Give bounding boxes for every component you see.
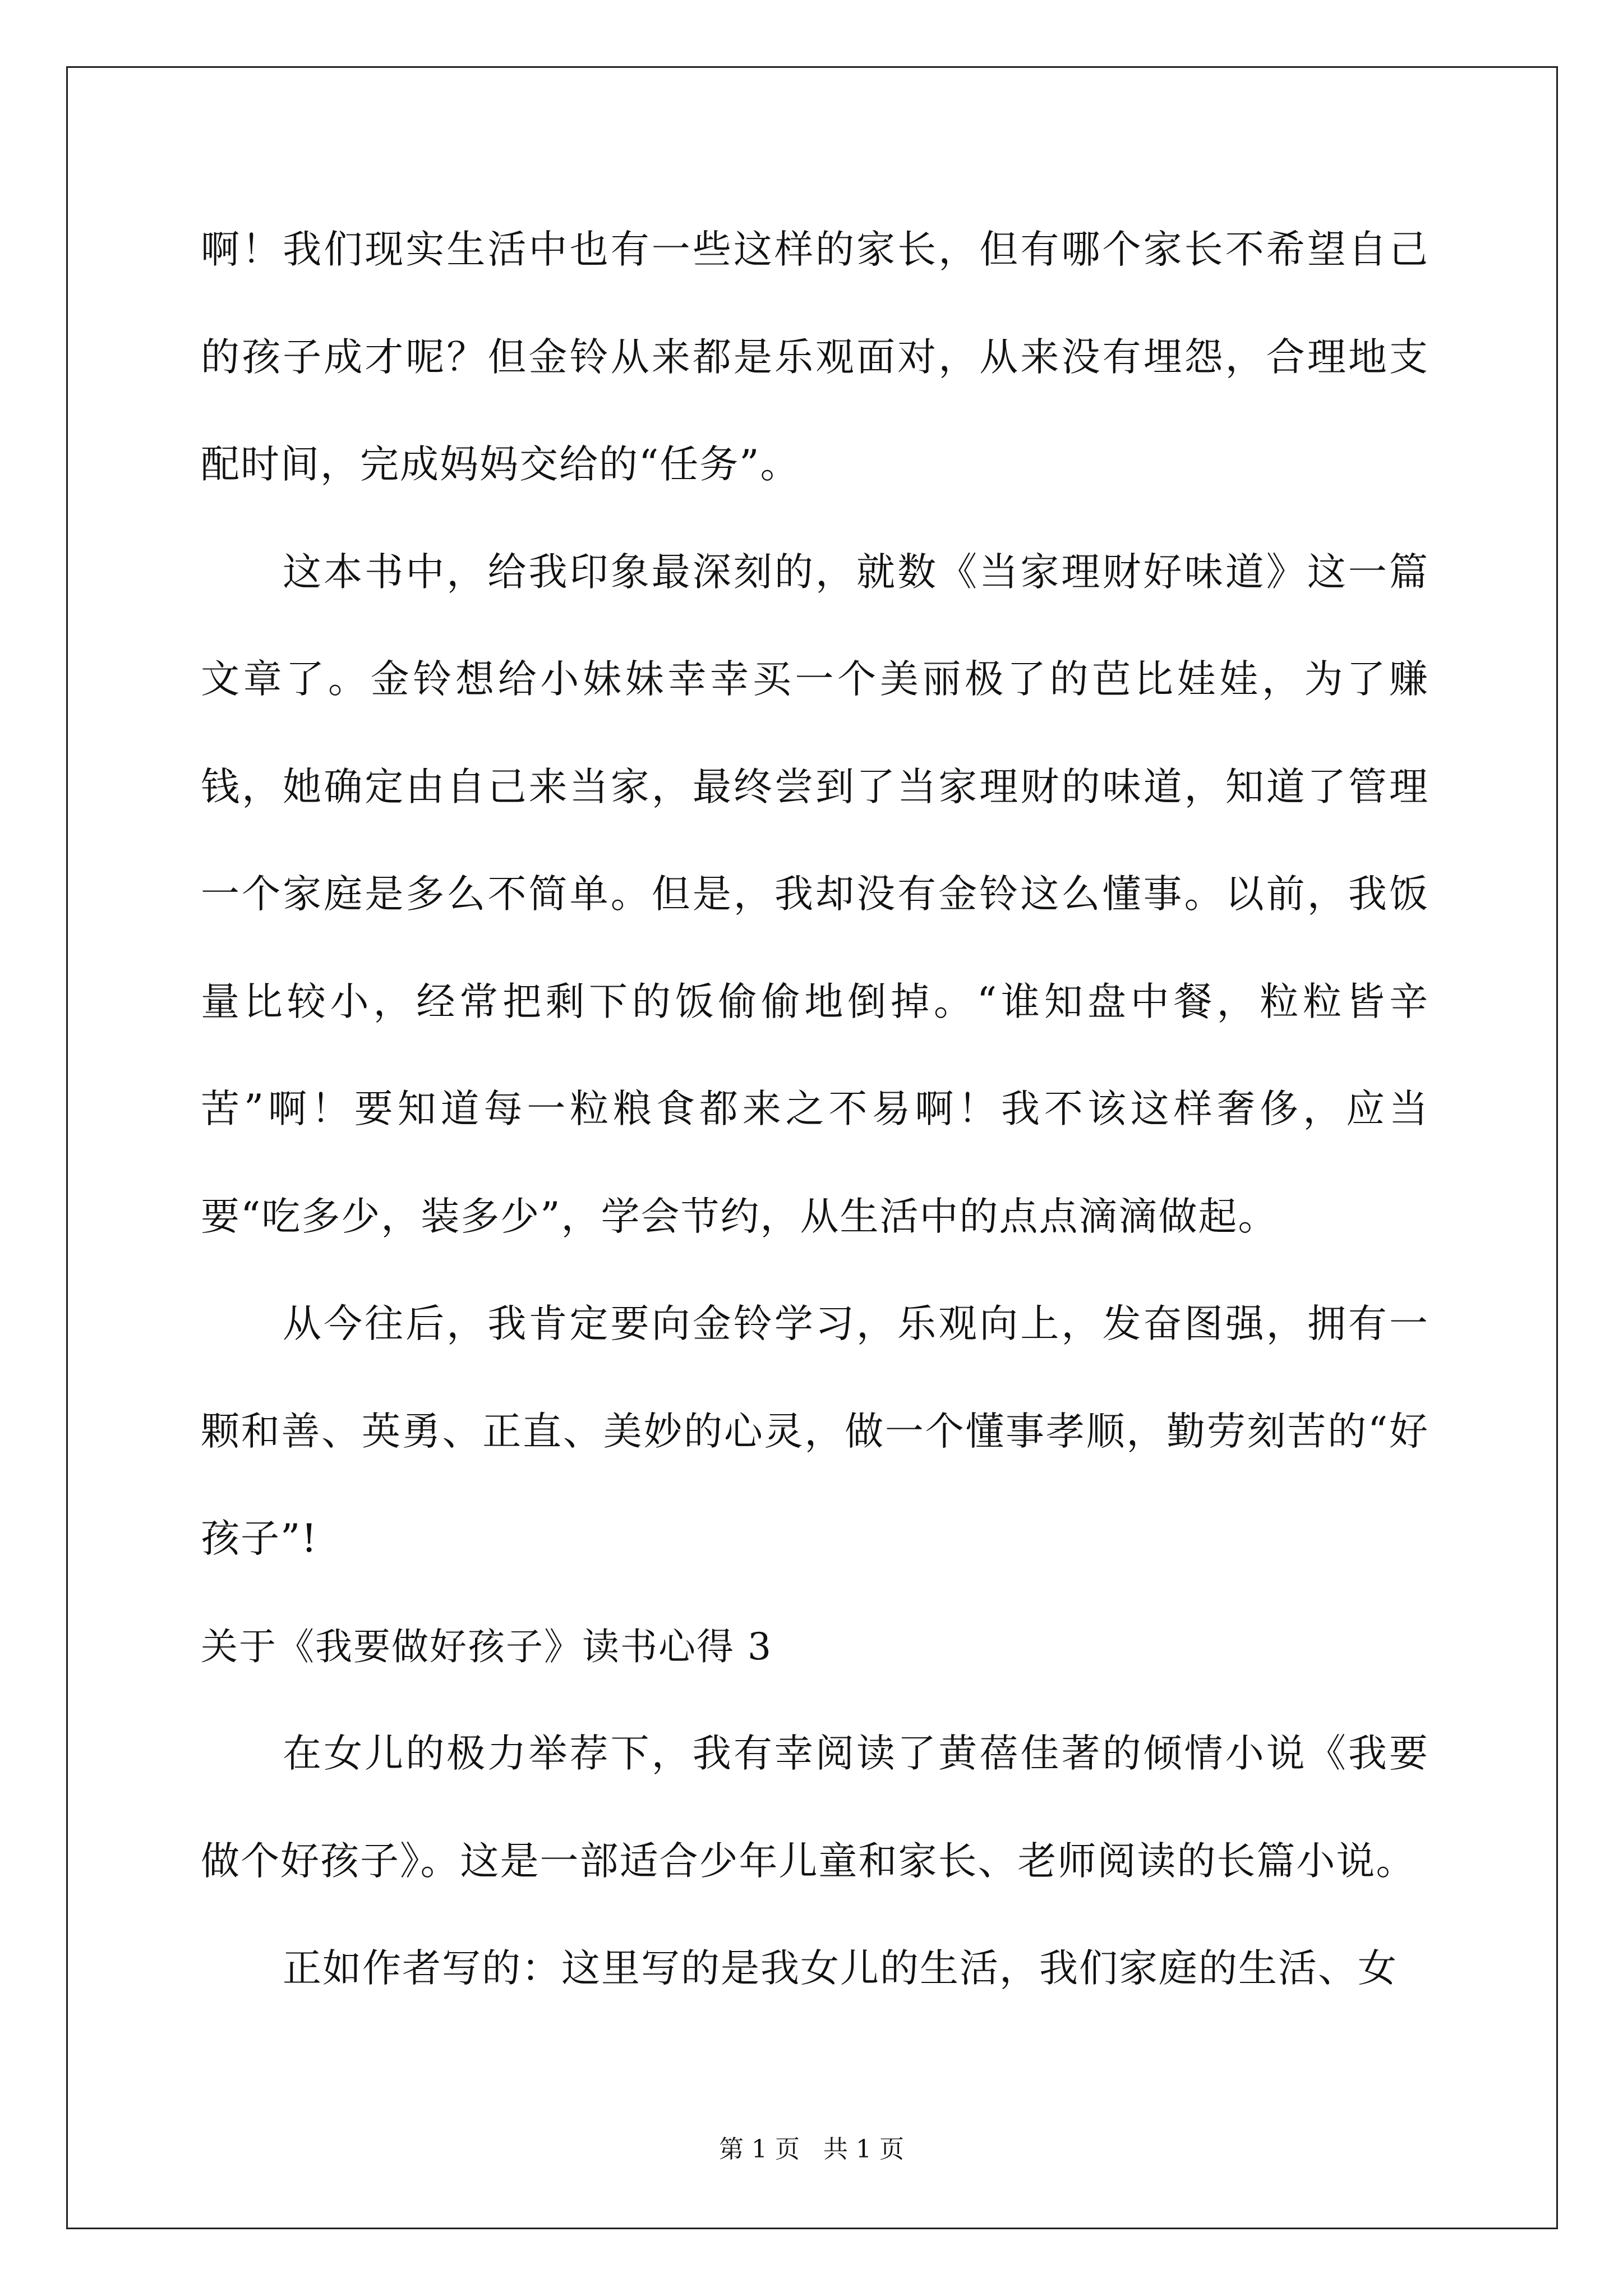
page-total: 共 1 页: [823, 2135, 904, 2164]
section-heading: 关于《我要做好孩子》读书心得 3: [201, 1625, 772, 1668]
document-body: [201, 196, 1429, 2023]
paragraph-2: 这本书中，给我印象最深刻的，就数《当家理财好味道》这一篇文章了。金铃想给小妹妹幸幸买一个美丽极了的芭比娃娃，为了赚钱，她确定由自己来当家，最终尝到了当家理财的味道，知道了管理一个家庭是多么不简单。但是，我却没有金铃这么懂事。以前，我饭量比较小，经常把剩下的饭偷偷地倒掉。“谁知盘中餐，粒粒皆辛苦”啊！要知道每一粒粮食都来之不易啊！我不该这样奢侈，应当要“吃多少，装多少”，学会节约，从生活中的点点滴滴做起。: [201, 549, 1429, 1239]
paragraph-3: 从今往后，我肯定要向金铃学习，乐观向上，发奋图强，拥有一颗和善、英勇、正直、美妙的心灵，做一个懂事孝顺，勤劳刻苦的“好孩子”!: [201, 1301, 1429, 1561]
page-footer: [0, 2129, 1623, 2165]
paragraph-4: 在女儿的极力举荐下，我有幸阅读了黄蓓佳著的倾情小说《我要做个好孩子》。这是一部适合少年儿童和家长、老师阅读的长篇小说。: [201, 1731, 1429, 1884]
paragraph-5: 正如作者写的：这里写的是我女儿的生活，我们家庭的生活、女: [283, 1946, 1398, 1991]
paragraph-1: 啊！我们现实生活中也有一些这样的家长，但有哪个家长不希望自己的孩子成才呢？但金铃从来都是乐观面对，从来没有埋怨，合理地支配时间，完成妈妈交给的“任务”。: [201, 227, 1429, 487]
page-number: 第 1 页: [719, 2135, 800, 2164]
